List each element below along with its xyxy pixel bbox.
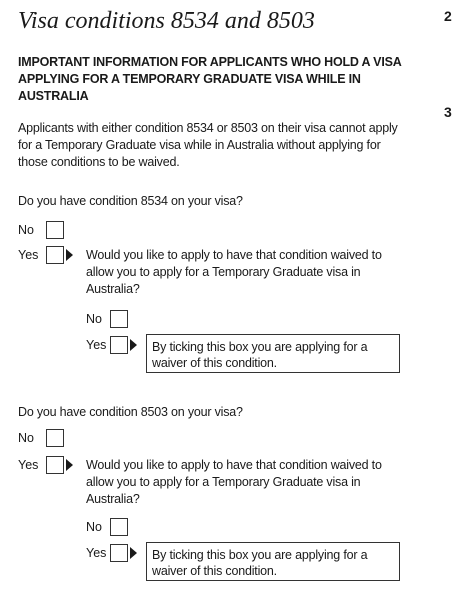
arrow-right-icon [130, 547, 137, 559]
yes-label: Yes [18, 458, 39, 472]
yes-label: Yes [86, 338, 107, 352]
no-checkbox-8534[interactable] [46, 221, 64, 239]
question-8534: Do you have condition 8534 on your visa? [18, 194, 243, 208]
yes-label: Yes [86, 546, 107, 560]
arrow-right-icon [66, 249, 73, 261]
waiver-no-checkbox-8534[interactable] [110, 310, 128, 328]
waiver-question-8503: Would you like to apply to have that condition waived to allow you to apply for a Temporary Graduate visa in Australia? [86, 458, 382, 506]
waiver-no-checkbox-8503[interactable] [110, 518, 128, 536]
no-label: No [18, 223, 34, 237]
no-checkbox-8503[interactable] [46, 429, 64, 447]
question-8503: Do you have condition 8503 on your visa? [18, 405, 243, 419]
no-label: No [86, 520, 102, 534]
important-info-heading: IMPORTANT INFORMATION FOR APPLICANTS WHO HOLD A VISA APPLYING FOR A TEMPORARY GRADUATE VISA WHILE IN AUSTRALIA [18, 55, 402, 103]
yes-label: Yes [18, 248, 39, 262]
arrow-right-icon [130, 339, 137, 351]
question-number-3: 3 [444, 104, 452, 120]
no-label: No [86, 312, 102, 326]
no-label: No [18, 431, 34, 445]
waiver-note-8534: By ticking this box you are applying for a waiver of this condition. [146, 334, 400, 373]
intro-paragraph: Applicants with either condition 8534 or 8503 on their visa cannot apply for a Temporary Graduate visa while in Australia without applying for those conditions to be waived. [18, 121, 398, 169]
waiver-yes-checkbox-8503[interactable] [110, 544, 128, 562]
question-number-2: 2 [444, 8, 452, 24]
page-title: Visa conditions 8534 and 8503 [18, 8, 315, 34]
yes-checkbox-8534[interactable] [46, 246, 64, 264]
waiver-question-8534: Would you like to apply to have that condition waived to allow you to apply for a Temporary Graduate visa in Australia? [86, 248, 382, 296]
waiver-note-8503: By ticking this box you are applying for a waiver of this condition. [146, 542, 400, 581]
waiver-yes-checkbox-8534[interactable] [110, 336, 128, 354]
yes-checkbox-8503[interactable] [46, 456, 64, 474]
arrow-right-icon [66, 459, 73, 471]
